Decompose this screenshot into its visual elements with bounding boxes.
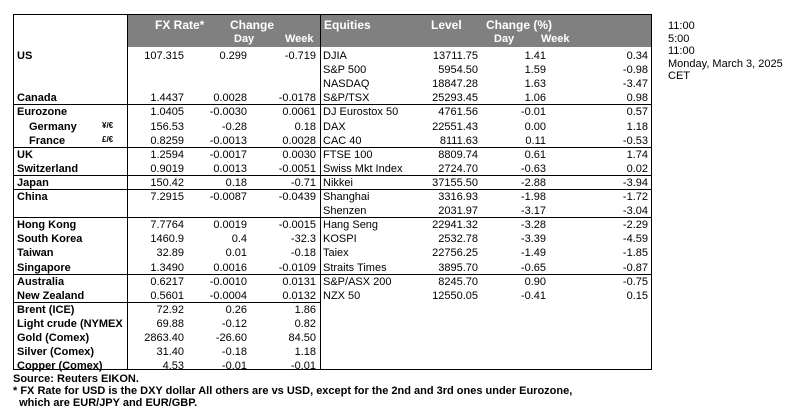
date-label: Monday, March 3, 2025 <box>668 57 783 70</box>
equity-week-change: -2.29 <box>622 219 648 232</box>
row-label: South Korea <box>17 233 83 246</box>
equity-name: FTSE 100 <box>323 148 373 161</box>
fx-day-change: -0.0004 <box>209 289 247 302</box>
fx-week-change: -0.0109 <box>278 261 316 274</box>
row-label: Japan <box>17 176 49 189</box>
row-label: Switzerland <box>17 162 79 175</box>
fx-rate-value: 1.2594 <box>150 148 184 161</box>
fx-week-change: 1.86 <box>294 303 316 316</box>
equity-day-change: -0.01 <box>520 106 546 119</box>
equity-week-change: -3.04 <box>622 205 648 218</box>
table-row <box>14 246 651 260</box>
table-row <box>14 162 651 176</box>
fx-week-change: -0.01 <box>290 360 316 373</box>
equity-name: NZX 50 <box>323 289 361 302</box>
fx-rate-value: 32.89 <box>156 247 184 260</box>
fx-day-change: -0.0087 <box>209 191 247 203</box>
equities-header <box>320 15 651 47</box>
table-row <box>14 289 651 303</box>
equity-name: Nikkei <box>323 176 353 189</box>
table-row <box>14 148 651 162</box>
fx-rate-value: 0.9019 <box>150 162 184 175</box>
row-label: Silver (Comex) <box>17 346 95 359</box>
table-row <box>14 218 651 232</box>
table-row <box>14 77 651 91</box>
fx-week-change: -0.18 <box>290 247 316 260</box>
table-row <box>14 359 651 373</box>
table-row <box>14 176 651 190</box>
equity-week-change: -1.72 <box>622 191 648 203</box>
equity-day-change: -1.49 <box>520 247 546 260</box>
equity-name: S&P/TSX <box>323 92 370 105</box>
table-row <box>14 190 651 204</box>
equity-day-change: -3.17 <box>520 205 546 218</box>
fx-rate-value: 7.2915 <box>150 191 184 203</box>
fx-day-change: -0.12 <box>221 317 247 330</box>
equity-day-change: 0.61 <box>524 148 546 161</box>
cross-rate-label: ¥/€ <box>102 120 114 130</box>
time-1: 11:00 <box>668 20 695 32</box>
equity-day-change: 0.90 <box>524 275 546 288</box>
table-row <box>14 275 651 289</box>
equity-week-change: -3.47 <box>622 78 648 91</box>
fx-week-change: -0.71 <box>290 176 316 189</box>
fx-day-change: -0.18 <box>221 346 247 359</box>
equity-level: 5954.50 <box>438 64 478 77</box>
equity-level: 8809.74 <box>438 148 478 161</box>
fx-day-change: 0.0016 <box>213 261 247 274</box>
row-label: US <box>17 50 33 62</box>
equity-week-change: 0.34 <box>626 50 648 62</box>
row-label: New Zealand <box>17 289 85 302</box>
equity-level: 12550.05 <box>432 289 478 302</box>
equity-week-change: -1.85 <box>622 247 648 260</box>
row-label: Eurozone <box>17 106 68 119</box>
equity-level: 13711.75 <box>432 50 478 62</box>
table-row <box>14 317 651 331</box>
table-row <box>14 345 651 359</box>
fx-rate-value: 1.3490 <box>150 261 184 274</box>
equity-name: KOSPI <box>323 233 357 246</box>
equity-day-change: 1.41 <box>524 50 546 62</box>
equity-day-change: -0.63 <box>520 162 546 175</box>
fx-rate-value: 7.7764 <box>150 219 184 232</box>
fx-week-change: -32.3 <box>290 233 316 246</box>
fx-day-change: 0.4 <box>231 233 247 246</box>
fx-rate-value: 69.88 <box>156 317 184 330</box>
table-row <box>14 134 651 148</box>
fx-day-change: -0.0017 <box>209 148 247 161</box>
equity-week-change: 1.74 <box>626 148 648 161</box>
fx-day-change: 0.299 <box>219 50 247 62</box>
timezone-label: CET <box>668 70 690 82</box>
fx-rate-value: 4.53 <box>162 360 184 373</box>
row-label: Australia <box>17 275 65 288</box>
fx-note-line2: which are EUR/JPY and EUR/GBP. <box>13 397 198 409</box>
table-row <box>14 49 651 63</box>
equity-name: DJ Eurostox 50 <box>323 106 399 119</box>
table-row <box>14 261 651 275</box>
fx-week-change: 0.0131 <box>282 275 316 288</box>
level-header: Level <box>431 18 462 32</box>
equity-name: CAC 40 <box>323 134 362 147</box>
equity-level: 22941.32 <box>432 219 478 232</box>
equity-level: 3316.93 <box>438 191 478 203</box>
fx-rate-value: 1.0405 <box>150 106 184 119</box>
footnotes <box>13 373 572 409</box>
equity-week-change: -0.75 <box>622 275 648 288</box>
equity-week-change: -3.94 <box>622 176 648 189</box>
equity-level: 8245.70 <box>438 275 478 288</box>
change-pct-header: Change (%) <box>486 18 552 32</box>
equity-week-change: 1.18 <box>626 120 648 133</box>
timestamp-panel <box>668 20 783 83</box>
cross-rate-label: £/€ <box>102 134 114 144</box>
equity-week-change: -4.59 <box>622 233 648 246</box>
equity-name: Taiex <box>323 247 349 260</box>
week-header: Week <box>285 33 314 45</box>
fx-header <box>127 15 320 47</box>
equity-name: S&P/ASX 200 <box>323 275 392 288</box>
fx-day-change: 0.0019 <box>213 219 247 232</box>
fx-week-change: 0.0030 <box>282 148 316 161</box>
equity-level: 37155.50 <box>432 176 478 189</box>
row-label: Hong Kong <box>17 219 77 232</box>
fx-rate-value: 156.53 <box>150 120 184 133</box>
row-label: Gold (Comex) <box>17 332 90 344</box>
equity-week-change: 0.98 <box>626 92 648 105</box>
fx-note-line1: * FX Rate for USD is the DXY dollar All others are vs USD, except for the 2nd and 3rd ones under Eurozone, <box>13 385 573 397</box>
equity-week-change: 0.02 <box>626 162 648 175</box>
fx-rate-value: 0.6217 <box>150 275 184 288</box>
table-row <box>14 204 651 218</box>
table-header <box>14 15 651 47</box>
fx-day-change: -0.0010 <box>209 275 247 288</box>
time-3: 11:00 <box>668 45 695 57</box>
fx-rate-value: 0.8259 <box>150 134 184 147</box>
fx-day-change: 0.0028 <box>213 92 247 105</box>
market-table <box>13 14 652 373</box>
equity-week-change: -0.98 <box>622 64 648 77</box>
equity-day-change: -2.88 <box>520 176 546 189</box>
equities-header-label: Equities <box>324 18 371 32</box>
equity-name: DJIA <box>323 50 347 62</box>
equity-name: DAX <box>323 120 346 133</box>
equity-name: Swiss Mkt Index <box>323 162 403 175</box>
equity-level: 2724.70 <box>438 162 478 175</box>
fx-week-change: 84.50 <box>288 332 316 344</box>
equity-day-change: 1.59 <box>524 64 546 77</box>
fx-week-change: -0.0015 <box>278 219 316 232</box>
equity-day-change: 1.63 <box>524 78 546 91</box>
equity-level: 3895.70 <box>438 261 478 274</box>
row-label: Brent (ICE) <box>17 303 75 316</box>
eq-day-header: Day <box>494 33 515 45</box>
fx-day-change: -0.0013 <box>209 134 247 147</box>
fx-rate-value: 0.5601 <box>150 289 184 302</box>
table-row <box>14 105 651 119</box>
equity-day-change: 0.11 <box>525 134 546 147</box>
fx-week-change: 0.0061 <box>282 106 316 119</box>
fx-week-change: -0.719 <box>284 50 316 62</box>
equity-name: S&P 500 <box>323 64 367 77</box>
equity-week-change: -0.87 <box>622 261 648 274</box>
eq-week-header: Week <box>541 33 570 45</box>
equity-day-change: -0.41 <box>520 289 546 302</box>
fx-day-change: -0.28 <box>221 120 247 133</box>
fx-rate-value: 1460.9 <box>150 233 184 246</box>
row-label: Singapore <box>17 261 71 274</box>
fx-day-change: -0.0030 <box>209 106 247 119</box>
equity-level: 4761.56 <box>438 106 478 119</box>
fx-rate-header: FX Rate* <box>155 18 205 32</box>
day-header: Day <box>234 33 255 45</box>
table-row <box>14 120 651 134</box>
table-row <box>14 232 651 246</box>
equity-level: 2031.97 <box>438 205 478 218</box>
fx-rate-value: 150.42 <box>150 176 184 189</box>
row-label: Copper (Comex) <box>17 360 103 373</box>
equity-level: 8111.63 <box>439 134 478 147</box>
equity-name: Shenzen <box>323 205 367 218</box>
fx-week-change: -0.0178 <box>278 92 316 105</box>
table-row <box>14 91 651 105</box>
equity-week-change: 0.15 <box>626 289 648 302</box>
fx-rate-value: 31.40 <box>156 346 184 359</box>
equity-name: Hang Seng <box>323 219 379 232</box>
fx-day-change: 0.0013 <box>213 162 247 175</box>
equity-level: 2532.78 <box>438 233 478 246</box>
time-2: 5:00 <box>668 32 690 45</box>
equity-level: 18847.28 <box>432 78 478 91</box>
source-note: Source: Reuters EIKON. <box>13 373 139 385</box>
row-label: UK <box>17 148 33 161</box>
fx-rate-value: 2863.40 <box>144 332 184 344</box>
fx-rate-value: 72.92 <box>156 303 184 316</box>
row-label: China <box>17 191 48 203</box>
fx-day-change: 0.26 <box>225 303 247 316</box>
equity-day-change: -3.28 <box>520 219 546 232</box>
row-label: France <box>29 134 66 147</box>
equity-name: Straits Times <box>323 261 387 274</box>
fx-day-change: -0.01 <box>221 360 247 373</box>
row-label: Canada <box>17 92 57 105</box>
fx-week-change: 0.18 <box>294 120 316 133</box>
equity-level: 22756.25 <box>432 247 478 260</box>
equity-name: Shanghai <box>323 191 370 203</box>
fx-week-change: -0.0439 <box>278 191 316 203</box>
fx-day-change: 0.18 <box>225 176 247 189</box>
table-row <box>14 63 651 77</box>
fx-week-change: 0.0132 <box>282 289 316 302</box>
fx-week-change: 1.18 <box>294 346 316 359</box>
fx-week-change: 0.82 <box>294 317 316 330</box>
fx-rate-value: 1.4437 <box>150 92 184 105</box>
equity-day-change: 0.00 <box>524 120 546 133</box>
equity-level: 25293.45 <box>432 92 478 105</box>
equity-week-change: 0.57 <box>626 106 648 119</box>
fx-day-change: -26.60 <box>215 332 247 344</box>
row-label: Germany <box>29 120 77 133</box>
row-label: Light crude (NYMEX <box>17 317 123 330</box>
equity-day-change: 1.06 <box>524 92 546 105</box>
equity-name: NASDAQ <box>323 78 370 91</box>
equity-day-change: -1.98 <box>520 191 546 203</box>
fx-week-change: -0.0051 <box>278 162 316 175</box>
table-row <box>14 303 651 317</box>
equity-day-change: -3.39 <box>520 233 546 246</box>
table-row <box>14 331 651 345</box>
equity-level: 22551.43 <box>432 120 478 133</box>
equity-week-change: -0.53 <box>622 134 648 147</box>
row-label: Taiwan <box>17 247 54 260</box>
change-header: Change <box>230 18 275 32</box>
fx-week-change: 0.0028 <box>282 134 316 147</box>
equity-day-change: -0.65 <box>520 261 546 274</box>
fx-day-change: 0.01 <box>225 247 247 260</box>
fx-rate-value: 107.315 <box>144 50 184 62</box>
